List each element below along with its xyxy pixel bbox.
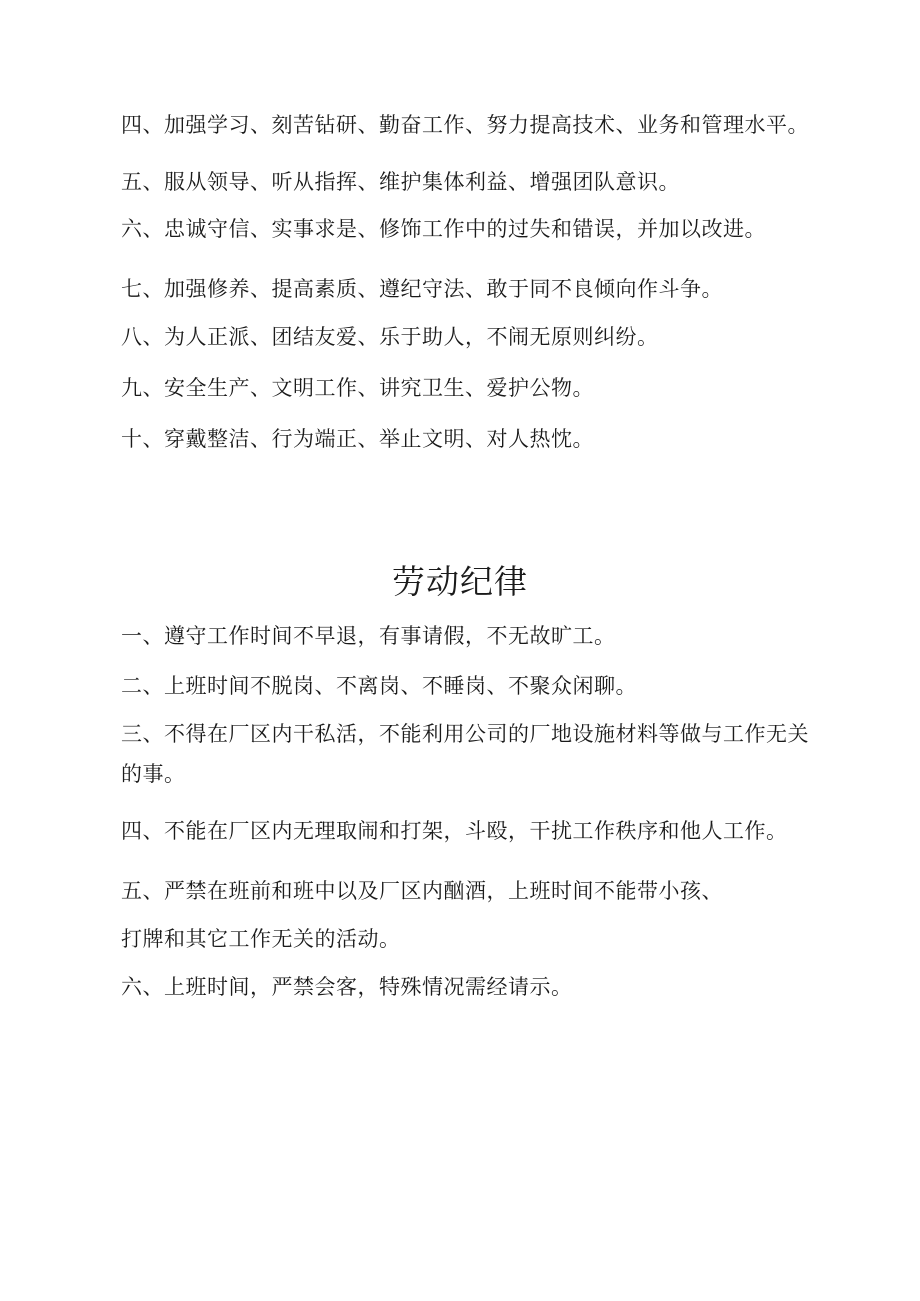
discipline-rule-4: 四、不能在厂区内无理取闹和打架，斗殴，干扰工作秩序和他人工作。 bbox=[121, 819, 788, 843]
conduct-rule-7: 七、加强修养、提高素质、遵纪守法、敢于同不良倾向作斗争。 bbox=[121, 277, 723, 301]
conduct-rule-10: 十、穿戴整洁、行为端正、举止文明、对人热忱。 bbox=[121, 427, 594, 451]
conduct-rule-8: 八、为人正派、团结友爱、乐于助人，不闹无原则纠纷。 bbox=[121, 325, 659, 349]
discipline-rule-3: 三、不得在厂区内干私活，不能利用公司的厂地设施材料等做与工作无关 bbox=[121, 722, 809, 746]
discipline-rule-5-continued: 打牌和其它工作无关的活动。 bbox=[121, 927, 401, 951]
discipline-rule-1: 一、遵守工作时间不早退，有事请假，不无故旷工。 bbox=[121, 624, 616, 648]
conduct-rule-5: 五、服从领导、听从指挥、维护集体利益、增强团队意识。 bbox=[121, 170, 680, 194]
section-title: 劳动纪律 bbox=[392, 562, 528, 601]
discipline-rule-6: 六、上班时间，严禁会客，特殊情况需经请示。 bbox=[121, 975, 573, 999]
discipline-rule-2: 二、上班时间不脱岗、不离岗、不睡岗、不聚众闲聊。 bbox=[121, 674, 637, 698]
discipline-rule-5: 五、严禁在班前和班中以及厂区内酗酒，上班时间不能带小孩、 bbox=[121, 879, 723, 903]
conduct-rule-4: 四、加强学习、刻苦钻研、勤奋工作、努力提高技术、业务和管理水平。 bbox=[121, 113, 809, 137]
discipline-rule-3-continued: 的事。 bbox=[121, 762, 186, 786]
conduct-rule-9: 九、安全生产、文明工作、讲究卫生、爱护公物。 bbox=[121, 376, 594, 400]
conduct-rule-6: 六、忠诚守信、实事求是、修饰工作中的过失和错误，并加以改进。 bbox=[121, 217, 766, 241]
